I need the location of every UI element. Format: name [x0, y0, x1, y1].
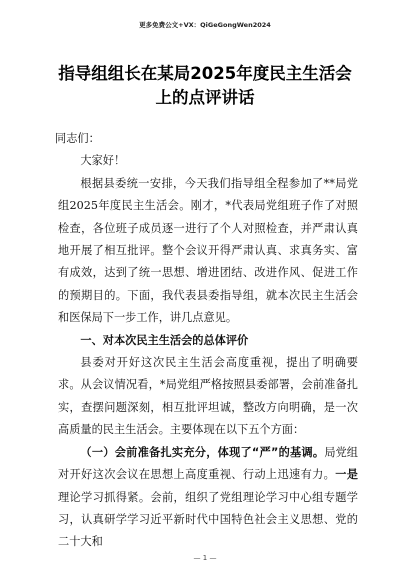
paragraph-intro: 根据县委统一安排，今天我们指导组全程参加了**局党组2025年度民主生活会。刚才，*代表局党组班子作了对照检查，各位班子成员逐一进行了个人对照检查，并严肃认真地开展了相互批评。整个会议开得严肃认真、求真务实、富有成效，达到了统一思想、增进团结、改进作风、促进工作的预期目的。下面，我代表县委指导组，就本次民主生活会和医保局下一步工作，讲几点意见。 — [58, 176, 358, 325]
subsection-heading-1: （一）会前准备扎实充分，体现了“严”的基调。 — [80, 445, 325, 459]
title-line-2: 上的点评讲话 — [155, 88, 255, 107]
section-heading-1: 一、对本次民主生活会的总体评价 — [80, 333, 249, 347]
paragraph-subsection-1 — [58, 442, 358, 554]
salutation: 同志们： — [55, 132, 100, 145]
header-note: 更多免费公文+VX：QiGeGongWen2024 — [139, 21, 271, 29]
subsection-1-text-a: 局党组对开好这次会议在思想上高度重视、行动上迅速有力。 — [58, 445, 358, 482]
subsection-1-emphasis: 一是 — [335, 468, 358, 482]
paragraph-evaluation: 县委对开好这次民主生活会高度重视，提出了明确要求。从会议情况看，*局党组严格按照县委部署，会前准备扎实，查摆问题深刻，相互批评坦诚，整改方向明确，是一次高质量的民主生活会。主要体现在以下五个方面： — [58, 356, 358, 437]
title-line-1: 指导组组长在某局2025年度民主生活会 — [58, 64, 352, 83]
greeting: 大家好！ — [80, 154, 126, 168]
document-body — [55, 128, 358, 554]
page-number: — 1 — — [193, 554, 217, 562]
subsection-1-text-b: 理论学习抓得紧。会前，组织了党组理论学习中心组专题学习，认真研学学习近平新时代中国特色社会主义思想、党的二十大和 — [58, 490, 358, 549]
document-title — [30, 62, 380, 110]
